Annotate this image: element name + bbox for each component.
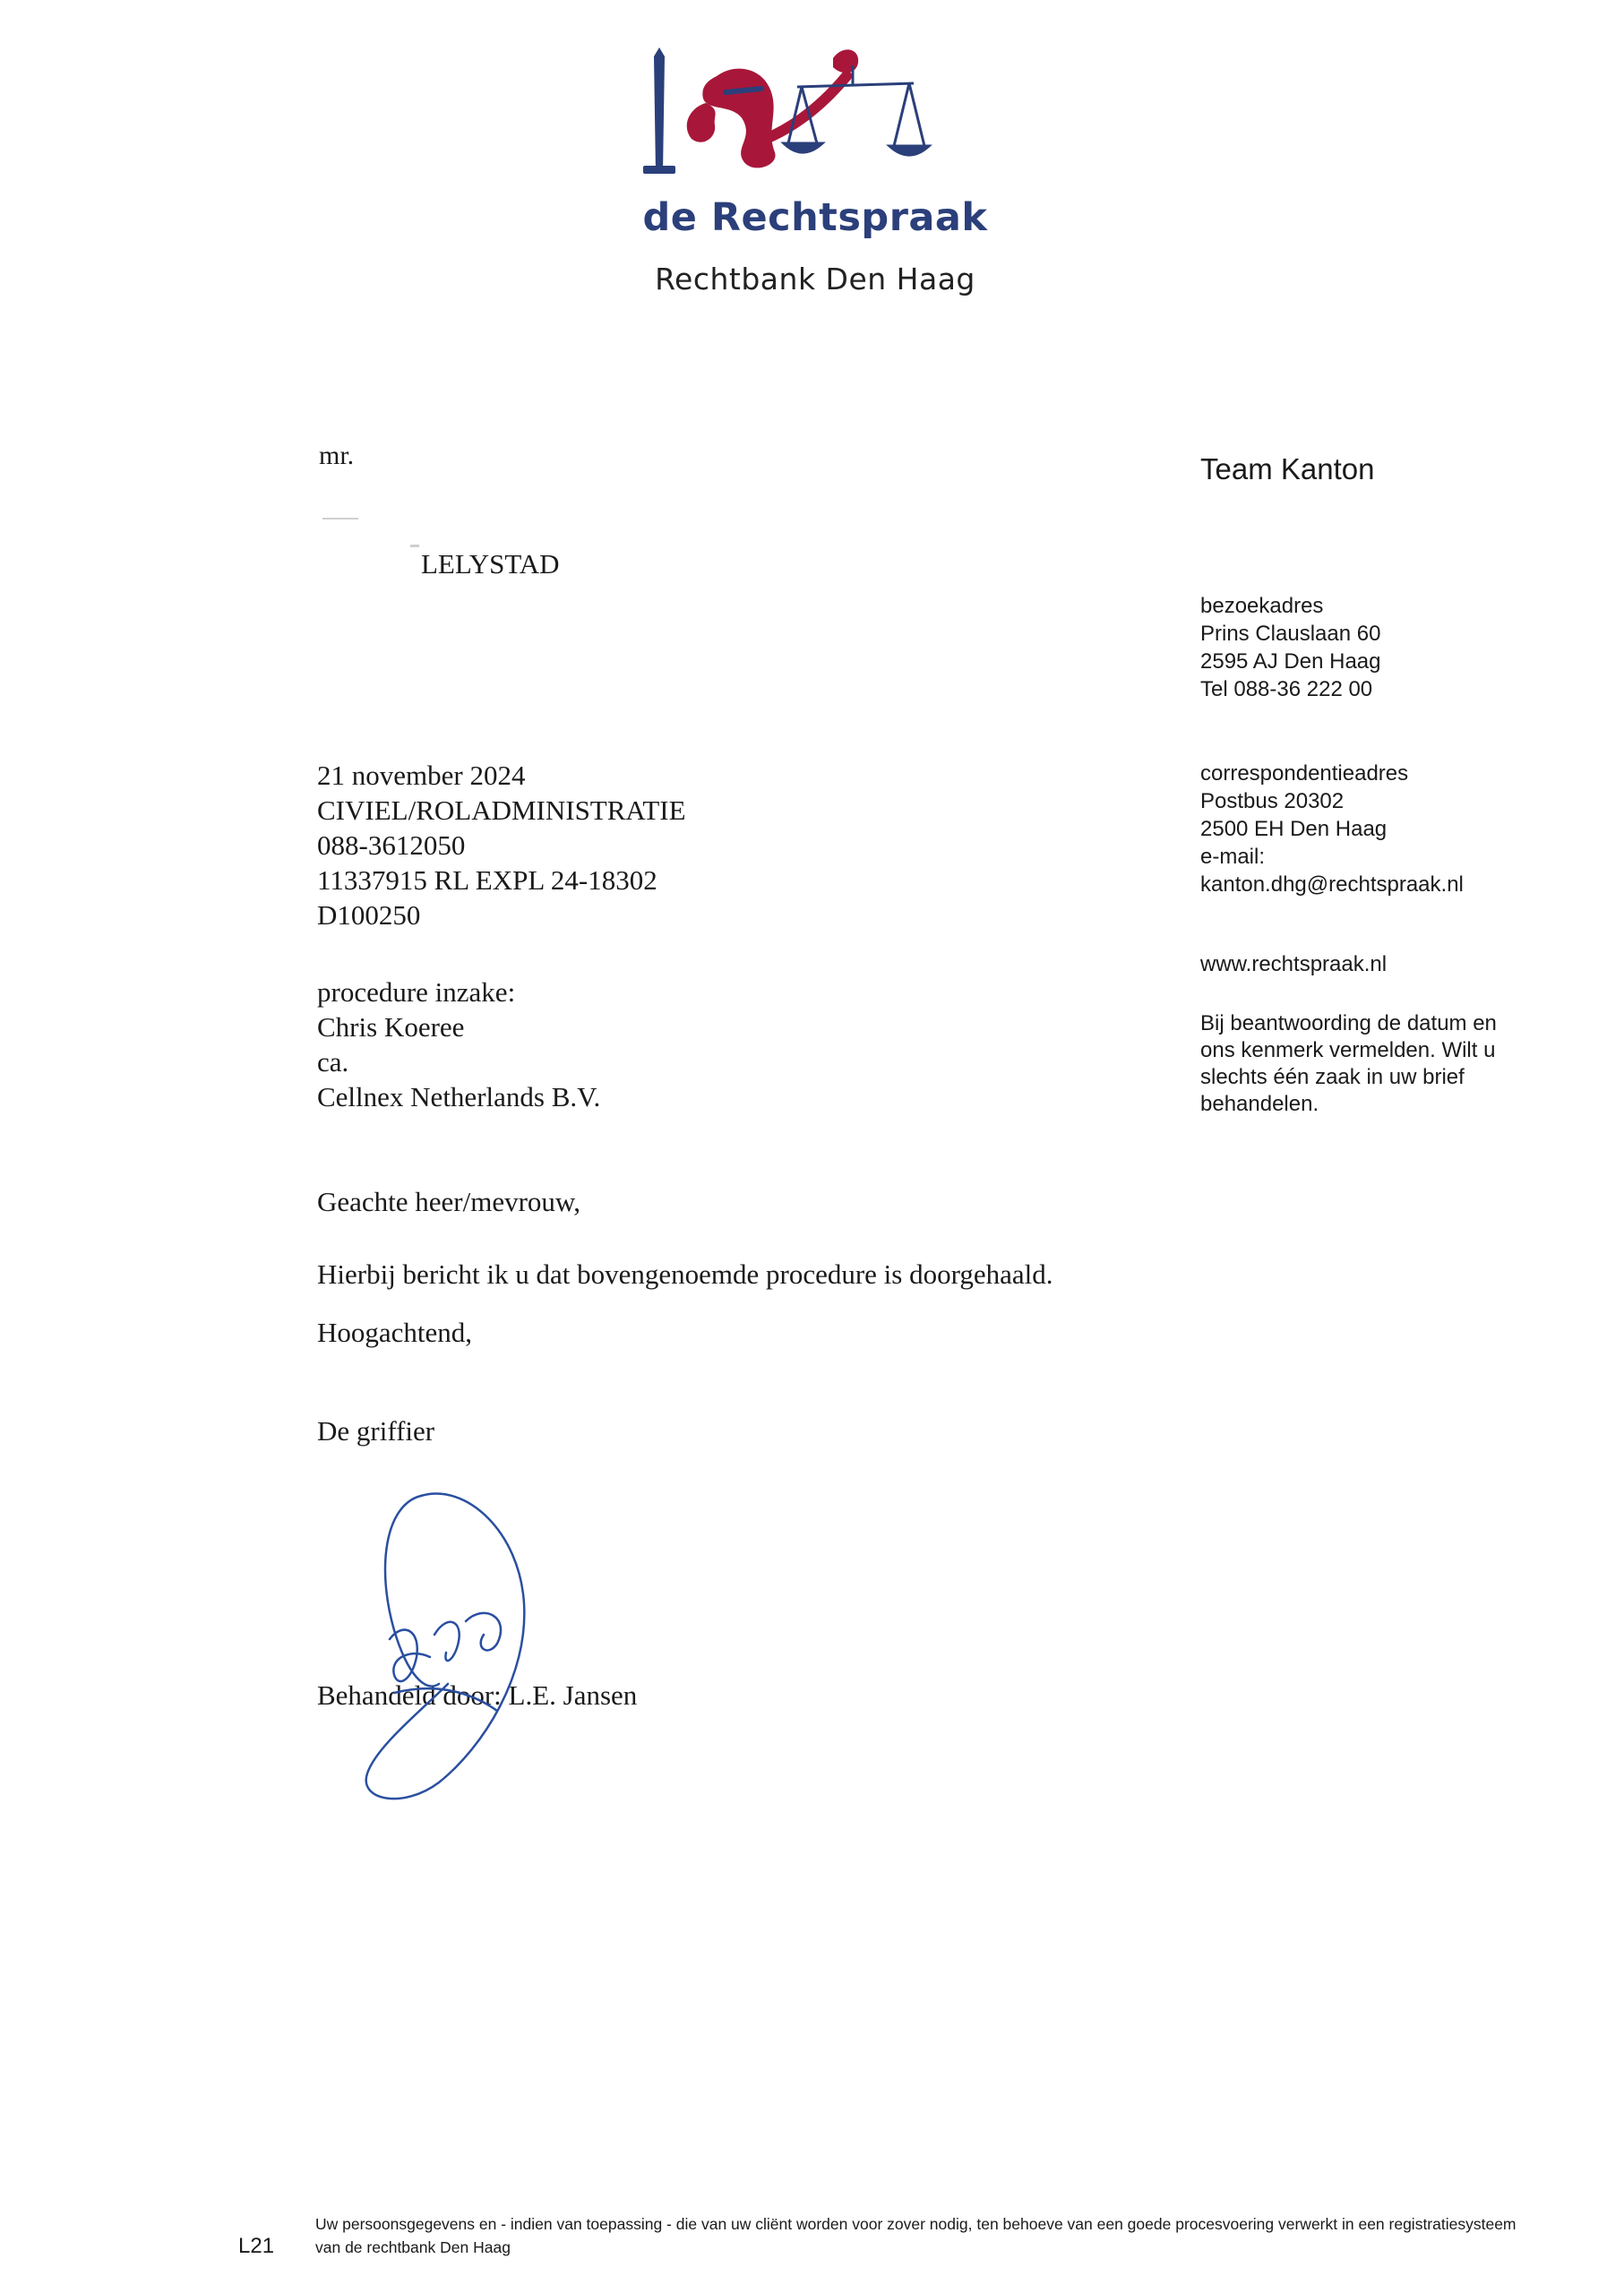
visit-address-postal: 2595 AJ Den Haag — [1200, 649, 1381, 674]
closing: Hoogachtend, — [317, 1317, 473, 1348]
visit-address-label: bezoekadres — [1200, 594, 1324, 618]
correspondence-address — [1200, 760, 1464, 898]
meta-row-bijlagen — [0, 935, 806, 971]
sword-icon — [643, 47, 675, 174]
recipient-salutation: mr. — [319, 441, 355, 470]
signer-title: De griffier — [317, 1415, 435, 1447]
email-address: kanton.dhg@rechtspraak.nl — [1200, 872, 1464, 897]
correspondence-postal: 2500 EH Den Haag — [1200, 817, 1388, 841]
meta-value: D100250 — [317, 899, 421, 931]
body-text: Hierbij bericht ik u dat bovengenoemde procedure is doorgehaald. — [317, 1258, 1053, 1290]
subject-line: Cellnex Netherlands B.V. — [317, 1081, 601, 1112]
privacy-notice: Uw persoonsgegevens en - indien van toepassing - die van uw cliënt worden voor zover nodig, ten behoeve van een goede procesvoering verwerkt in een registratiesysteem van de rechtbank Den Haag — [315, 2215, 1517, 2256]
lady-justice-icon — [687, 49, 858, 167]
email-label: e-mail: — [1200, 845, 1266, 869]
meta-value: 21 november 2024 — [317, 760, 526, 791]
visit-address — [1200, 592, 1380, 703]
correspondence-pobox: Postbus 20302 — [1200, 789, 1345, 813]
subject-line: Chris Koeree — [317, 1011, 465, 1043]
website-link[interactable]: www.rechtspraak.nl — [1200, 952, 1388, 976]
organization-name: de Rechtspraak — [642, 195, 988, 240]
meta-row-datum — [0, 760, 806, 795]
meta-value: 088-3612050 — [317, 829, 466, 861]
rechtspraak-logo — [618, 40, 994, 202]
team-name: Team Kanton — [1200, 452, 1375, 485]
meta-row-doorkiesnummer — [0, 829, 806, 865]
court-name: Rechtbank Den Haag — [655, 262, 975, 296]
meta-row-ons-kenmerk — [0, 864, 806, 900]
meta-value: 11337915 RL EXPL 24-18302 — [317, 864, 657, 896]
form-code: L21 — [238, 2234, 275, 2258]
handled-by: Behandeld door: L.E. Jansen — [317, 1679, 638, 1711]
visit-address-phone: Tel 088-36 222 00 — [1200, 677, 1373, 701]
subject — [317, 975, 600, 1114]
reply-instructions: Bij beantwoording de datum en ons kenmerk vermelden. Wilt u slechts één zaak in uw brief behandelen. — [1200, 1011, 1497, 1116]
greeting: Geachte heer/mevrouw, — [317, 1186, 581, 1217]
correspondence-address-label: correspondentieadres — [1200, 761, 1409, 786]
meta-row-uw-kenmerk — [0, 899, 806, 935]
meta-row-onderdeel — [0, 794, 806, 830]
subject-line: ca. — [317, 1046, 349, 1078]
signature-icon — [340, 1478, 555, 1809]
meta-value: CIVIEL/ROLADMINISTRATIE — [317, 794, 686, 826]
redaction-mark — [410, 545, 419, 547]
visit-address-street: Prins Clauslaan 60 — [1200, 622, 1381, 646]
redaction-mark — [322, 518, 358, 520]
recipient-city: LELYSTAD — [421, 548, 560, 580]
subject-line: procedure inzake: — [317, 976, 516, 1008]
